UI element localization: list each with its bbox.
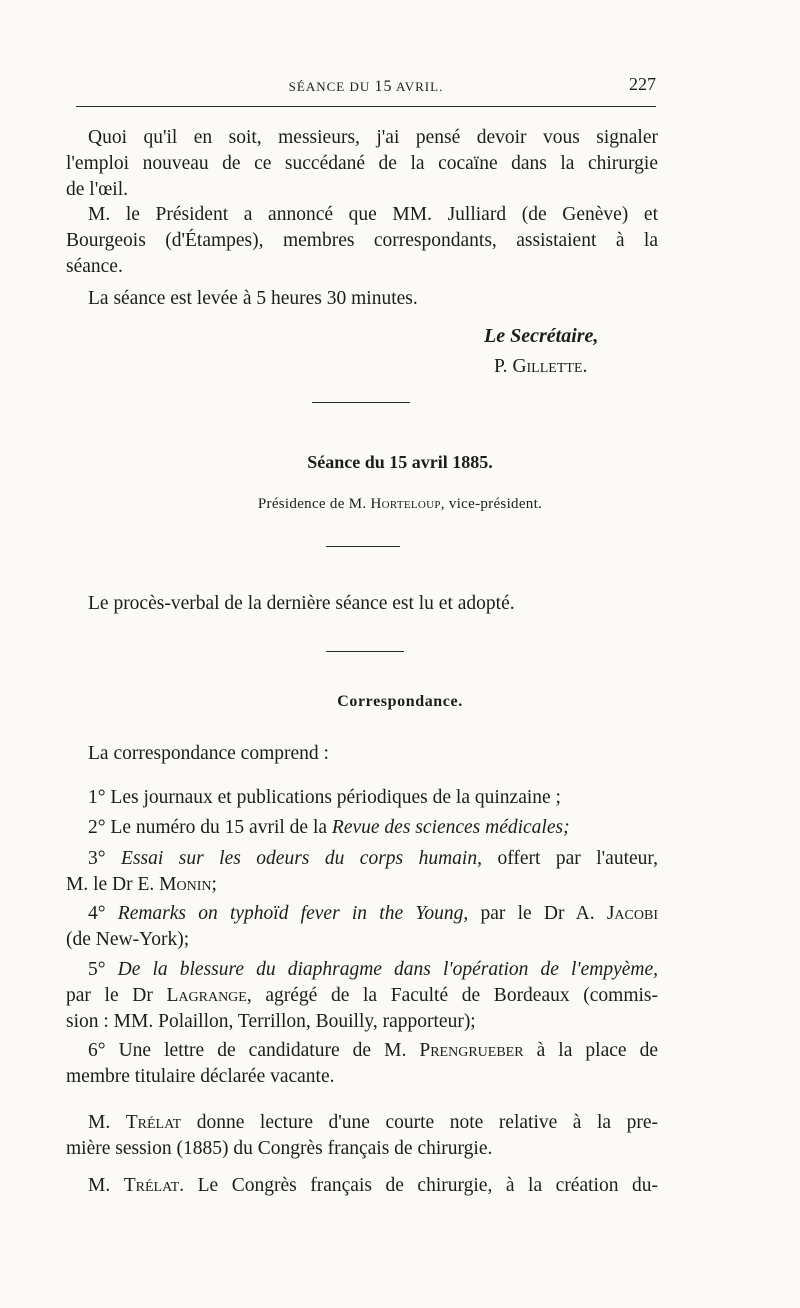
president-paragraph <box>66 202 658 280</box>
item-3-prefix: 3° <box>88 848 122 869</box>
item-5-line-1 <box>66 957 658 983</box>
item-3 <box>66 846 658 898</box>
correspondance-heading: Correspondance. <box>337 693 463 710</box>
item-3-title: Essai sur les odeurs du corps humain, <box>121 848 482 869</box>
president-line-2: Bourgeois (d'Étampes), membres correspondants, assistaient à la <box>66 230 658 251</box>
item-3-line-1 <box>66 846 658 872</box>
section-divider-3 <box>326 651 404 652</box>
president-line-1: M. le Président a annoncé que MM. Julliard (de Genève) et <box>88 204 658 225</box>
intro-line-1: Quoi qu'il en soit, messieurs, j'ai pensé devoir vous signaler <box>88 127 658 148</box>
item-4-prefix: 4° <box>88 903 118 924</box>
item-5-title: De la blessure du diaphragme dans l'opération de l'empyème, <box>117 959 658 980</box>
header-title-prefix: SÉANCE DU <box>288 79 375 94</box>
presidence-prefix: Présidence de M. <box>257 496 371 512</box>
item-5 <box>66 957 658 1035</box>
item-6 <box>66 1038 658 1090</box>
correspondance-intro-line: La correspondance comprend : <box>88 743 329 764</box>
item-2-prefix: 2° Le numéro du 15 avril de la <box>88 817 332 838</box>
item-5-line-2 <box>66 983 658 1009</box>
item-2-title: Revue des sciences médicales; <box>331 817 570 838</box>
trelat-paragraph-2 <box>66 1173 658 1199</box>
item-6-line-2: membre titulaire déclarée vacante. <box>66 1066 335 1087</box>
item-3-author: Monin <box>159 874 212 895</box>
item-6-suffix: à la place de <box>523 1040 658 1061</box>
item-5-line-3: sion : MM. Polaillon, Terrillon, Bouilly, rapporteur); <box>66 1011 476 1032</box>
item-3-line-2-suffix: ; <box>211 874 217 895</box>
running-header <box>76 74 656 98</box>
item-2-line <box>66 815 658 841</box>
item-5-author: Lagrange <box>166 985 247 1006</box>
intro-line-2: l'emploi nouveau de ce succédané de la cocaïne dans la chirurgie <box>66 153 658 174</box>
correspondance-intro <box>66 741 658 767</box>
signature-role: Le Secrétaire, <box>484 325 599 347</box>
trelat-p1-suffix: donne lecture d'une courte note relative à la pre- <box>181 1112 658 1133</box>
item-4-author: Jacobi <box>606 903 658 924</box>
president-line-3: séance. <box>66 256 123 277</box>
item-4 <box>66 901 658 953</box>
minutes-line: Le procès-verbal de la dernière séance est lu et adopté. <box>88 593 515 614</box>
trelat-p1-line-2: mière session (1885) du Congrès français de chirurgie. <box>66 1138 493 1159</box>
signature-name <box>494 356 587 378</box>
minutes-paragraph <box>66 591 658 617</box>
presidence-name: Horteloup <box>370 496 441 512</box>
page-number: 227 <box>629 74 656 94</box>
header-title-suffix: AVRIL. <box>392 79 444 94</box>
trelat-p1-prefix: M. <box>88 1112 126 1133</box>
header-divider <box>76 106 656 107</box>
item-5-line-2-prefix: par le Dr <box>66 985 167 1006</box>
trelat-p2-prefix: M. <box>88 1175 124 1196</box>
trelat-p1-line-1 <box>66 1110 658 1136</box>
session-title: Séance du 15 avril 1885. <box>307 452 493 472</box>
closing-line: La séance est levée à 5 heures 30 minutes. <box>88 288 418 309</box>
trelat-p2-suffix: . Le Congrès français de chirurgie, à la création du- <box>179 1175 658 1196</box>
trelat-p1-name: Trélat <box>125 1112 182 1133</box>
intro-paragraph <box>66 125 658 203</box>
item-5-line-2-suffix: , agrégé de la Faculté de Bordeaux (commis- <box>246 985 658 1006</box>
header-title-day: 15 <box>374 78 393 95</box>
header-title <box>76 78 656 96</box>
presidence-suffix: , vice-président. <box>440 496 543 512</box>
item-4-line-1 <box>66 901 658 927</box>
section-divider-1 <box>312 402 410 403</box>
item-3-line-2 <box>66 872 658 898</box>
item-6-line-1 <box>66 1038 658 1064</box>
trelat-p2-line-1 <box>66 1173 658 1199</box>
item-6-candidate: Prengrueber <box>419 1040 524 1061</box>
trelat-paragraph-1 <box>66 1110 658 1162</box>
closing-paragraph <box>66 286 658 312</box>
item-1 <box>66 785 658 811</box>
section-divider-2 <box>326 546 400 547</box>
item-3-suffix: offert par l'auteur, <box>481 848 658 869</box>
item-4-title: Remarks on typhoïd fever in the Young, <box>117 903 469 924</box>
signature-initial: P. <box>494 356 513 377</box>
intro-line-3: de l'œil. <box>66 179 129 200</box>
item-3-line-2-prefix: M. le Dr E. <box>66 874 160 895</box>
trelat-p2-name: Trélat <box>123 1175 180 1196</box>
item-1-line: 1° Les journaux et publications périodiques de la quinzaine ; <box>88 787 561 808</box>
item-2 <box>66 815 658 841</box>
item-4-line-2: (de New-York); <box>66 929 190 950</box>
signature-surname: Gillette. <box>512 356 588 377</box>
item-5-prefix: 5° <box>88 959 118 980</box>
session-presidence <box>0 496 800 513</box>
item-4-suffix: par le Dr A. <box>468 903 607 924</box>
item-6-prefix: 6° Une lettre de candidature de M. <box>88 1040 420 1061</box>
